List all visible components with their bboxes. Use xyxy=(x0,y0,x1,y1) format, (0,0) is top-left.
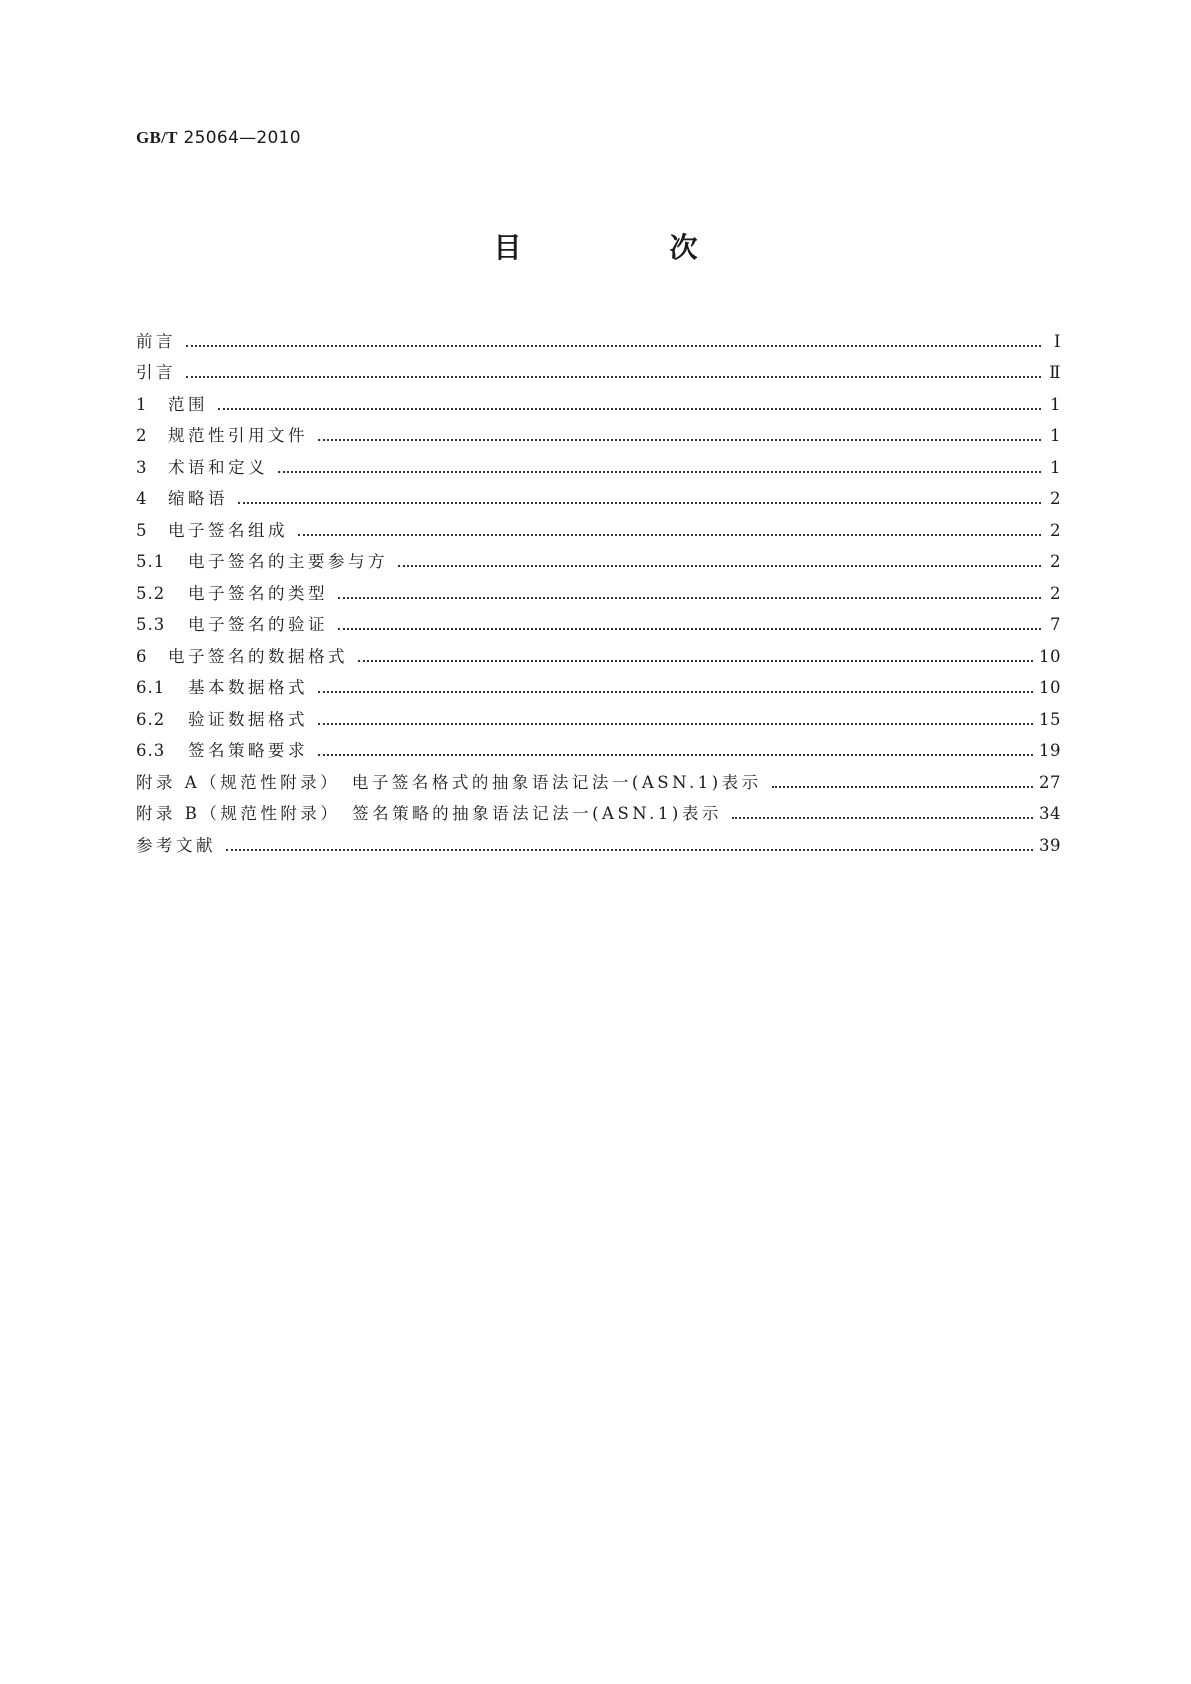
toc-entry-page: 1 xyxy=(1050,394,1061,414)
standard-code-number: 25064—2010 xyxy=(183,128,301,148)
toc-entry-5[interactable] xyxy=(136,515,1061,547)
toc-entry-number: 2 xyxy=(136,426,148,446)
toc-entry-6-2[interactable] xyxy=(136,704,1061,736)
toc-entry-title: 参考文献 xyxy=(136,835,216,855)
toc-entry-6-1[interactable] xyxy=(136,673,1061,705)
toc-dot-leader xyxy=(238,488,1041,510)
toc-entry-page: 10 xyxy=(1039,678,1061,698)
toc-dot-leader xyxy=(298,520,1041,542)
toc-entry-page: 2 xyxy=(1050,583,1061,603)
toc-entry-1[interactable] xyxy=(136,389,1061,421)
toc-entry-appendix-b[interactable] xyxy=(136,799,1061,831)
toc-entry-page: 34 xyxy=(1039,804,1061,824)
toc-entry-title: 签名策略要求 xyxy=(188,741,308,761)
toc-entry-page: Ⅰ xyxy=(1053,331,1061,351)
toc-entry-number: 5 xyxy=(136,520,148,540)
toc-entry-title: 电子签名的数据格式 xyxy=(168,646,348,666)
toc-entry-number: 6.1 xyxy=(136,678,166,698)
toc-entry-title: 前言 xyxy=(136,331,176,351)
toc-entry-title: 基本数据格式 xyxy=(188,678,308,698)
toc-entry-page: 2 xyxy=(1050,520,1061,540)
toc-dot-leader xyxy=(772,772,1033,794)
toc-dot-leader xyxy=(358,646,1033,668)
toc-entry-page: Ⅱ xyxy=(1049,363,1061,383)
toc-entry-number: 5.1 xyxy=(136,552,166,572)
toc-entry-bibliography[interactable] xyxy=(136,830,1061,862)
toc-entry-title: 缩略语 xyxy=(168,489,228,509)
toc-entry-number: 6 xyxy=(136,646,148,666)
toc-entry-title: 电子签名的类型 xyxy=(188,583,328,603)
standard-code xyxy=(136,128,301,148)
toc-entry-title: 电子签名的主要参与方 xyxy=(188,552,388,572)
toc-dot-leader xyxy=(318,740,1033,762)
toc-dot-leader xyxy=(318,425,1041,447)
toc-entry-appendix-a[interactable] xyxy=(136,767,1061,799)
toc-entry-number: 5.3 xyxy=(136,615,166,635)
toc-entry-foreword[interactable] xyxy=(136,326,1061,358)
toc-dot-leader xyxy=(186,331,1041,353)
toc-entry-page: 27 xyxy=(1039,772,1061,792)
toc-entry-number: 5.2 xyxy=(136,583,166,603)
toc-entry-page: 39 xyxy=(1039,835,1061,855)
toc-entry-number: 1 xyxy=(136,394,148,414)
toc-entry-page: 19 xyxy=(1039,741,1061,761)
toc-entry-title: 附录 B（规范性附录） 签名策略的抽象语法记法一(ASN.1)表示 xyxy=(136,804,722,824)
toc-dot-leader xyxy=(218,394,1041,416)
standard-code-prefix: GB/T xyxy=(136,128,178,147)
toc-entry-title: 范围 xyxy=(168,394,208,414)
toc-entry-title: 引言 xyxy=(136,363,176,383)
toc-entry-title: 规范性引用文件 xyxy=(168,426,308,446)
toc-dot-leader xyxy=(278,457,1041,479)
toc-dot-leader xyxy=(318,677,1033,699)
toc-entry-4[interactable] xyxy=(136,484,1061,516)
toc-dot-leader xyxy=(398,551,1041,573)
toc-entry-6[interactable] xyxy=(136,641,1061,673)
toc-entry-3[interactable] xyxy=(136,452,1061,484)
toc-entry-6-3[interactable] xyxy=(136,736,1061,768)
table-of-contents xyxy=(136,326,1061,862)
toc-entry-page: 2 xyxy=(1050,552,1061,572)
toc-entry-title: 电子签名组成 xyxy=(168,520,288,540)
toc-entry-5-1[interactable] xyxy=(136,547,1061,579)
toc-entry-number: 6.3 xyxy=(136,741,166,761)
toc-dot-leader xyxy=(338,614,1041,636)
toc-entry-title: 附录 A（规范性附录） 电子签名格式的抽象语法记法一(ASN.1)表示 xyxy=(136,772,762,792)
toc-entry-number: 6.2 xyxy=(136,709,166,729)
toc-entry-page: 15 xyxy=(1039,709,1061,729)
toc-entry-page: 10 xyxy=(1039,646,1061,666)
toc-entry-page: 2 xyxy=(1050,489,1061,509)
toc-entry-title: 电子签名的验证 xyxy=(188,615,328,635)
toc-dot-leader xyxy=(732,803,1033,825)
toc-entry-title: 验证数据格式 xyxy=(188,709,308,729)
toc-entry-number: 4 xyxy=(136,489,148,509)
toc-dot-leader xyxy=(338,583,1041,605)
toc-entry-5-3[interactable] xyxy=(136,610,1061,642)
toc-entry-page: 1 xyxy=(1050,426,1061,446)
toc-title: 目 次 xyxy=(493,231,758,264)
toc-entry-page: 7 xyxy=(1050,615,1061,635)
toc-entry-number: 3 xyxy=(136,457,148,477)
toc-dot-leader xyxy=(318,709,1033,731)
toc-entry-title: 术语和定义 xyxy=(168,457,268,477)
toc-entry-introduction[interactable] xyxy=(136,358,1061,390)
toc-entry-page: 1 xyxy=(1050,457,1061,477)
toc-entry-5-2[interactable] xyxy=(136,578,1061,610)
toc-dot-leader xyxy=(226,835,1033,857)
toc-entry-2[interactable] xyxy=(136,421,1061,453)
toc-dot-leader xyxy=(186,362,1041,384)
